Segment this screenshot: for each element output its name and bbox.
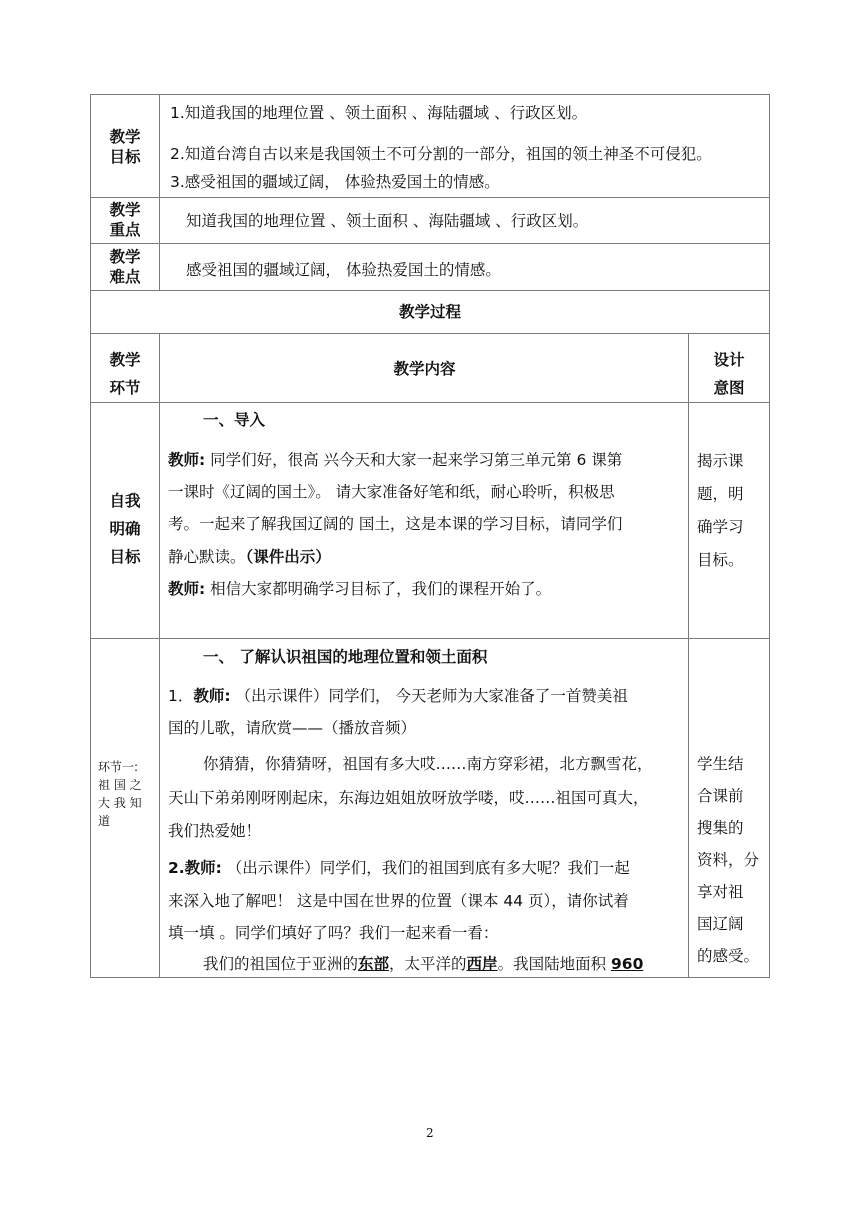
- objective-item: 1.知道我国的地理位置 、领土面积 、海陆疆域 、行政区划。: [170, 104, 588, 122]
- fill-answer: 960: [611, 955, 644, 973]
- intent-column-header: 设计 意图: [713, 351, 745, 397]
- table-border: [159, 333, 160, 978]
- process-title: 教学过程: [398, 303, 461, 321]
- table-border: [688, 333, 689, 978]
- section-heading: 一、导入: [203, 411, 266, 429]
- paragraph-line: 考。一起来了解我国辽阔的 国土，这是本课的学习目标，请同学们: [168, 515, 623, 533]
- page-number: 2: [426, 1126, 434, 1140]
- speaker-label: 2.教师:: [168, 859, 222, 877]
- objective-item: 2.知道台湾自古以来是我国领土不可分割的一部分，祖国的领土神圣不可侵犯。: [170, 145, 712, 163]
- song-line: 你猜猜，你猜猜呀，祖国有多大哎……南方穿彩裙，北方飘雪花，: [203, 755, 653, 773]
- table-border: [90, 94, 770, 95]
- stage-label: 环节一: 祖 国 之 大 我 知 道: [98, 760, 142, 828]
- paragraph-line: 教师: 相信大家都明确学习目标了，我们的课程开始了。: [168, 580, 552, 598]
- key-point-label: 教学 重点: [109, 201, 141, 239]
- fill-answer: 东部: [358, 955, 390, 973]
- table-border: [90, 402, 770, 403]
- paragraph-line: 我们的祖国位于亚洲的东部，太平洋的西岸。我国陆地面积 960: [203, 955, 644, 973]
- objectives-label: 教学 目标: [109, 128, 141, 166]
- design-intent: 揭示课 题，明 确学习 目标。: [697, 452, 744, 569]
- table-border: [90, 977, 770, 978]
- difficulty-label: 教学 难点: [109, 248, 141, 286]
- key-point-text: 知道我国的地理位置 、领土面积 、海陆疆域 、行政区划。: [186, 212, 589, 230]
- song-line: 天山下弟弟刚呀刚起床，东海边姐姐放呀放学喽，哎……祖国可真大，: [168, 789, 649, 807]
- stage-column-header: 教学 环节: [109, 351, 141, 397]
- paragraph-line: 教师: 同学们好，很高 兴今天和大家一起来学习第三单元第 6 课第: [168, 451, 623, 469]
- speaker-label: 教师:: [168, 451, 206, 469]
- speaker-label: 教师:: [193, 687, 231, 705]
- paragraph-line: 一课时《辽阔的国土》。 请大家准备好笔和纸，耐心聆听，积极思: [168, 483, 615, 501]
- paragraph-line: 填一填 。同学们填好了吗？我们一起来看一看：: [168, 924, 499, 942]
- table-border: [769, 94, 770, 978]
- paragraph-line: 2.教师: （出示课件）同学们，我们的祖国到底有多大呢？我们一起: [168, 859, 630, 877]
- song-line: 我们热爱她！: [168, 822, 262, 840]
- objective-item: 3.感受祖国的疆域辽阔， 体验热爱国土的情感。: [170, 173, 500, 191]
- table-border: [90, 333, 770, 334]
- paragraph-line: 国的儿歌，请欣赏——（播放音频）: [168, 719, 417, 737]
- content-column-header: 教学内容: [393, 360, 456, 378]
- table-border: [90, 638, 770, 639]
- paragraph-line: 静心默读。（课件出示）: [168, 548, 331, 566]
- table-border: [90, 197, 770, 198]
- stage-label: 自我 明确 目标: [109, 492, 141, 566]
- fill-answer: 西岸: [466, 955, 498, 973]
- section-heading: 一、 了解认识祖国的地理位置和领土面积: [203, 648, 488, 666]
- design-intent: 学生结 合课前 搜集的 资料，分 享对祖 国辽阔 的感受。: [697, 755, 760, 965]
- paragraph-line: 来深入地了解吧！ 这是中国在世界的位置（课本 44 页），请你试着: [168, 892, 629, 910]
- table-border: [90, 243, 770, 244]
- table-border: [90, 290, 770, 291]
- paragraph-line: 1．教师: （出示课件）同学们， 今天老师为大家准备了一首赞美祖: [168, 687, 628, 705]
- difficulty-text: 感受祖国的疆域辽阔， 体验热爱国土的情感。: [186, 261, 501, 279]
- speaker-label: 教师:: [168, 580, 206, 598]
